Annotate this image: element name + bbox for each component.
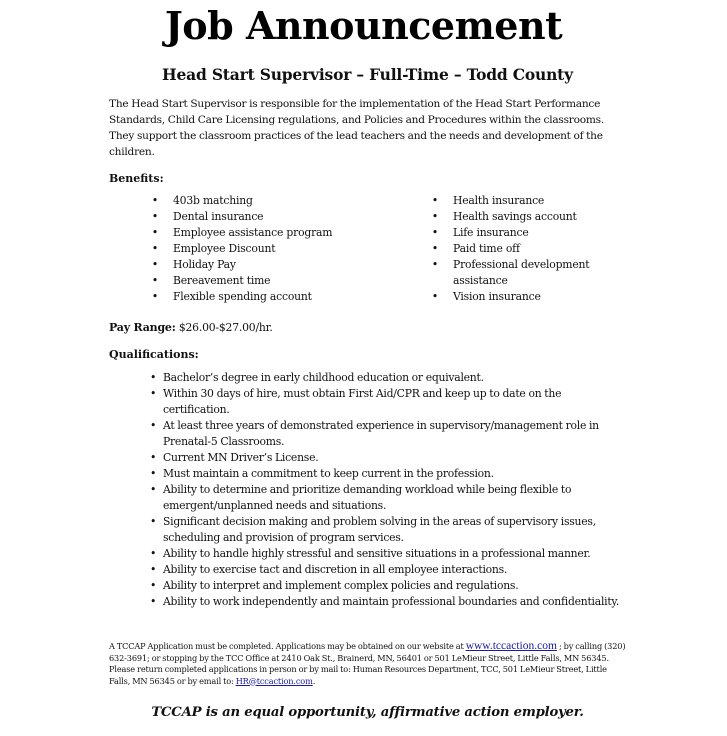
bullet-icon: • xyxy=(151,194,159,207)
application-instructions xyxy=(109,641,629,687)
qualification-item xyxy=(150,418,630,450)
benefit-item xyxy=(430,225,630,241)
qualification-text: Ability to interpret and implement complex policies and regulations. xyxy=(163,579,519,592)
bullet-icon: • xyxy=(150,595,157,608)
benefit-item xyxy=(430,289,630,305)
bullet-icon: • xyxy=(150,467,157,480)
bullet-icon: • xyxy=(150,387,157,400)
bullet-icon: • xyxy=(150,371,157,384)
bullet-icon: • xyxy=(431,194,439,207)
qualification-text: At least three years of demonstrated experience in supervisory/management role in Prenatal-5 Classrooms. xyxy=(163,419,599,448)
qualification-item xyxy=(150,578,630,594)
qualification-text: Significant decision making and problem solving in the areas of supervisory issues, scheduling and provision of program services. xyxy=(163,515,596,544)
bullet-icon: • xyxy=(150,483,157,496)
qualification-item xyxy=(150,594,630,610)
qualification-text: Ability to work independently and maintain professional boundaries and confidentiality. xyxy=(163,595,620,608)
qualification-text: Ability to exercise tact and discretion in all employee interactions. xyxy=(163,563,508,576)
bullet-icon: • xyxy=(431,226,439,239)
bullet-icon: • xyxy=(431,258,439,271)
benefits-list-right xyxy=(430,193,630,305)
application-text-start: A TCCAP Application must be completed. Applications may be obtained on our website at xyxy=(109,641,466,651)
benefit-item xyxy=(150,289,405,305)
application-text-end: . xyxy=(312,675,316,686)
intro-paragraph: The Head Start Supervisor is responsible for the implementation of the Head Start Performance Standards, Child Care Licensing regulations, and Policies and Procedures within the classrooms. They support the classroom practices of the lead teachers and the needs and development of the children. xyxy=(109,98,604,158)
qualification-item xyxy=(150,514,630,546)
benefit-item xyxy=(150,257,405,273)
benefit-text: Vision insurance xyxy=(453,290,541,303)
website-link[interactable]: www.tccaction.com xyxy=(465,640,557,652)
bullet-icon: • xyxy=(151,210,159,223)
qualification-item xyxy=(150,466,630,482)
qualification-text: Must maintain a commitment to keep current in the profession. xyxy=(163,467,494,480)
bullet-icon: • xyxy=(150,547,157,560)
benefit-item xyxy=(430,257,630,289)
benefit-text: Paid time off xyxy=(453,242,520,255)
benefit-item xyxy=(150,209,405,225)
benefit-item xyxy=(430,241,630,257)
benefit-text: Dental insurance xyxy=(173,210,264,223)
benefit-item xyxy=(430,193,630,209)
bullet-icon: • xyxy=(150,419,157,432)
qualification-text: Current MN Driver’s License. xyxy=(163,451,319,464)
pay-range xyxy=(109,320,273,336)
benefit-text: Employee assistance program xyxy=(173,226,333,239)
bullet-icon: • xyxy=(151,290,159,303)
qualification-item xyxy=(150,386,630,418)
bullet-icon: • xyxy=(150,563,157,576)
qualification-text: Bachelor’s degree in early childhood education or equivalent. xyxy=(163,371,484,384)
qualifications-heading: Qualifications: xyxy=(109,348,199,361)
pay-range-label: Pay Range: xyxy=(109,321,176,334)
email-link[interactable]: HR@tccaction.com xyxy=(235,675,313,686)
bullet-icon: • xyxy=(431,290,439,303)
benefit-text: Employee Discount xyxy=(173,242,276,255)
benefit-text: 403b matching xyxy=(173,194,253,207)
benefit-item xyxy=(150,273,405,289)
benefits-list-left xyxy=(150,193,405,305)
qualification-text: Ability to handle highly stressful and sensitive situations in a professional manner. xyxy=(163,547,591,560)
qualification-text: Within 30 days of hire, must obtain First Aid/CPR and keep up to date on the certification. xyxy=(163,387,562,416)
qualification-item xyxy=(150,450,630,466)
benefit-text: Flexible spending account xyxy=(173,290,312,303)
qualification-item xyxy=(150,562,630,578)
qualification-text: Ability to determine and prioritize demanding workload while being flexible to emergent/unplanned needs and situations. xyxy=(163,483,572,512)
application-text-middle: ; by calling (320) 632-3691; or stopping by the TCC Office at 2410 Oak St., Brainerd, MN, 56401 or 501 LeMieur Street, Little Falls, MN 56345. Please return completed applications in person or by mail to: Human Resources Department, TCC, 501 LeMieur Street, Little Falls, MN 56345 or by email to: xyxy=(109,641,626,686)
bullet-icon: • xyxy=(151,226,159,239)
benefit-item xyxy=(150,193,405,209)
bullet-icon: • xyxy=(150,515,157,528)
benefit-text: Health savings account xyxy=(453,210,577,223)
bullet-icon: • xyxy=(150,451,157,464)
qualification-item xyxy=(150,546,630,562)
job-subtitle: Head Start Supervisor – Full-Time – Todd County xyxy=(162,65,573,84)
bullet-icon: • xyxy=(150,579,157,592)
benefit-item xyxy=(430,209,630,225)
benefit-item xyxy=(150,225,405,241)
benefit-text: Holiday Pay xyxy=(173,258,236,271)
bullet-icon: • xyxy=(431,242,439,255)
benefit-text: Health insurance xyxy=(453,194,545,207)
bullet-icon: • xyxy=(431,210,439,223)
qualification-item xyxy=(150,370,630,386)
benefit-text: Life insurance xyxy=(453,226,529,239)
qualification-item xyxy=(150,482,630,514)
qualifications-list xyxy=(150,370,630,610)
benefit-item xyxy=(150,241,405,257)
pay-range-value: $26.00-$27.00/hr. xyxy=(175,321,273,334)
benefits-heading: Benefits: xyxy=(109,172,164,185)
benefit-text: Professional development assistance xyxy=(453,258,590,287)
benefit-text: Bereavement time xyxy=(173,274,271,287)
bullet-icon: • xyxy=(151,274,159,287)
bullet-icon: • xyxy=(151,242,159,255)
page-title: Job Announcement xyxy=(164,3,563,48)
equal-opportunity-tagline: TCCAP is an equal opportunity, affirmative action employer. xyxy=(151,705,584,720)
bullet-icon: • xyxy=(151,258,159,271)
